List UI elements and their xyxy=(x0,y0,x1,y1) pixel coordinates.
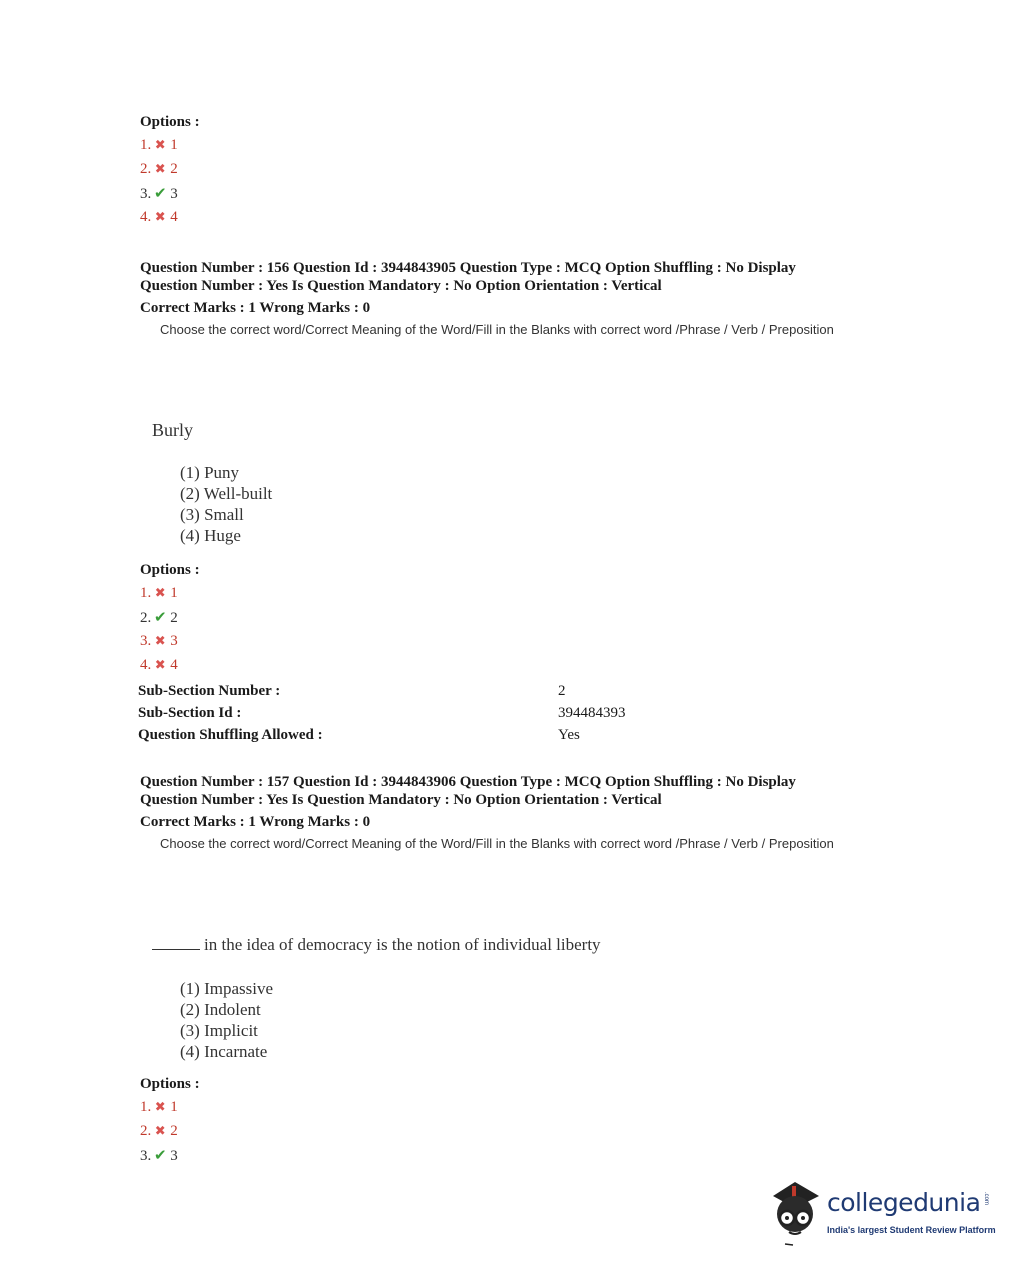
option-value: 2 xyxy=(170,161,178,177)
options-label: Options : xyxy=(140,562,200,578)
option-value: 2 xyxy=(170,610,178,626)
check-icon: ✔ xyxy=(153,1146,167,1164)
question-shuffling-value: Yes xyxy=(558,727,580,743)
option-number: 4. xyxy=(140,209,152,225)
question-header-line2: Question Number : Yes Is Question Mandatory : No Option Orientation : Vertical xyxy=(140,278,662,294)
mascot-icon xyxy=(765,1178,825,1248)
question-instruction: Choose the correct word/Correct Meaning of the Word/Fill in the Blanks with correct word /Phrase / Verb / Preposition xyxy=(160,322,834,337)
question-shuffling-label: Question Shuffling Allowed : xyxy=(138,727,323,743)
subsection-id-value: 394484393 xyxy=(558,705,626,721)
choice-item: (4) Huge xyxy=(180,526,241,545)
option-number: 1. xyxy=(140,1099,152,1115)
option-number: 4. xyxy=(140,657,152,673)
option-number: 1. xyxy=(140,137,152,153)
cross-icon: ✖ xyxy=(154,162,166,177)
option-number: 2. xyxy=(140,1123,152,1139)
question-sentence-text: in the idea of democracy is the notion of individual liberty xyxy=(204,935,601,954)
choice-item: (1) Puny xyxy=(180,463,240,482)
cross-icon: ✖ xyxy=(154,1100,166,1115)
question-instruction: Choose the correct word/Correct Meaning of the Word/Fill in the Blanks with correct word /Phrase / Verb / Preposition xyxy=(160,836,834,851)
option-row xyxy=(140,1098,178,1118)
fill-blank xyxy=(152,935,200,950)
cross-icon: ✖ xyxy=(154,634,166,649)
option-number: 3. xyxy=(140,1148,152,1164)
logo-suffix: .com xyxy=(983,1192,989,1206)
choice-item: (2) Well-built xyxy=(180,484,273,503)
options-label: Options : xyxy=(140,114,200,130)
check-icon: ✔ xyxy=(153,608,167,626)
option-row xyxy=(140,656,178,676)
option-row xyxy=(140,184,178,204)
option-value: 3 xyxy=(170,186,178,202)
choice-item: (2) Indolent xyxy=(180,1000,261,1019)
question-header-line2: Question Number : Yes Is Question Mandatory : No Option Orientation : Vertical xyxy=(140,792,662,808)
option-number: 2. xyxy=(140,161,152,177)
option-value: 4 xyxy=(170,209,178,225)
option-row xyxy=(140,1122,178,1142)
option-value: 1 xyxy=(170,585,178,601)
option-value: 2 xyxy=(170,1123,178,1139)
cross-icon: ✖ xyxy=(154,586,166,601)
collegedunia-logo xyxy=(765,1178,995,1248)
option-number: 3. xyxy=(140,633,152,649)
subsection-id-label: Sub-Section Id : xyxy=(138,705,242,721)
option-value: 1 xyxy=(170,1099,178,1115)
cross-icon: ✖ xyxy=(154,138,166,153)
option-row xyxy=(140,160,178,180)
cross-icon: ✖ xyxy=(154,210,166,225)
options-label: Options : xyxy=(140,1076,200,1092)
choice-item: (1) Impassive xyxy=(180,979,274,998)
option-row xyxy=(140,136,178,156)
option-value: 3 xyxy=(170,1148,178,1164)
subsection-number-label: Sub-Section Number : xyxy=(138,683,281,699)
option-number: 1. xyxy=(140,585,152,601)
choice-item: (3) Small xyxy=(180,505,244,524)
logo-tagline: India's largest Student Review Platform xyxy=(827,1225,996,1235)
cross-icon: ✖ xyxy=(154,658,166,673)
subsection-number-value: 2 xyxy=(558,683,566,699)
option-value: 3 xyxy=(170,633,178,649)
option-row xyxy=(140,208,178,228)
check-icon: ✔ xyxy=(153,184,167,202)
question-marks: Correct Marks : 1 Wrong Marks : 0 xyxy=(140,814,371,830)
option-number: 2. xyxy=(140,610,152,626)
option-row xyxy=(140,584,178,604)
question-header-line1: Question Number : 156 Question Id : 3944843905 Question Type : MCQ Option Shuffling : No Display xyxy=(140,260,796,276)
option-row xyxy=(140,1146,178,1166)
option-row xyxy=(140,632,178,652)
cross-icon: ✖ xyxy=(154,1124,166,1139)
option-value: 4 xyxy=(170,657,178,673)
logo-wordmark: collegedunia xyxy=(827,1188,981,1217)
option-number: 3. xyxy=(140,186,152,202)
option-row xyxy=(140,608,178,628)
question-sentence xyxy=(152,935,601,955)
question-header-line1: Question Number : 157 Question Id : 3944843906 Question Type : MCQ Option Shuffling : No Display xyxy=(140,774,796,790)
option-value: 1 xyxy=(170,137,178,153)
question-marks: Correct Marks : 1 Wrong Marks : 0 xyxy=(140,300,371,316)
choice-item: (4) Incarnate xyxy=(180,1042,268,1061)
question-word: Burly xyxy=(152,420,194,440)
choice-item: (3) Implicit xyxy=(180,1021,258,1040)
